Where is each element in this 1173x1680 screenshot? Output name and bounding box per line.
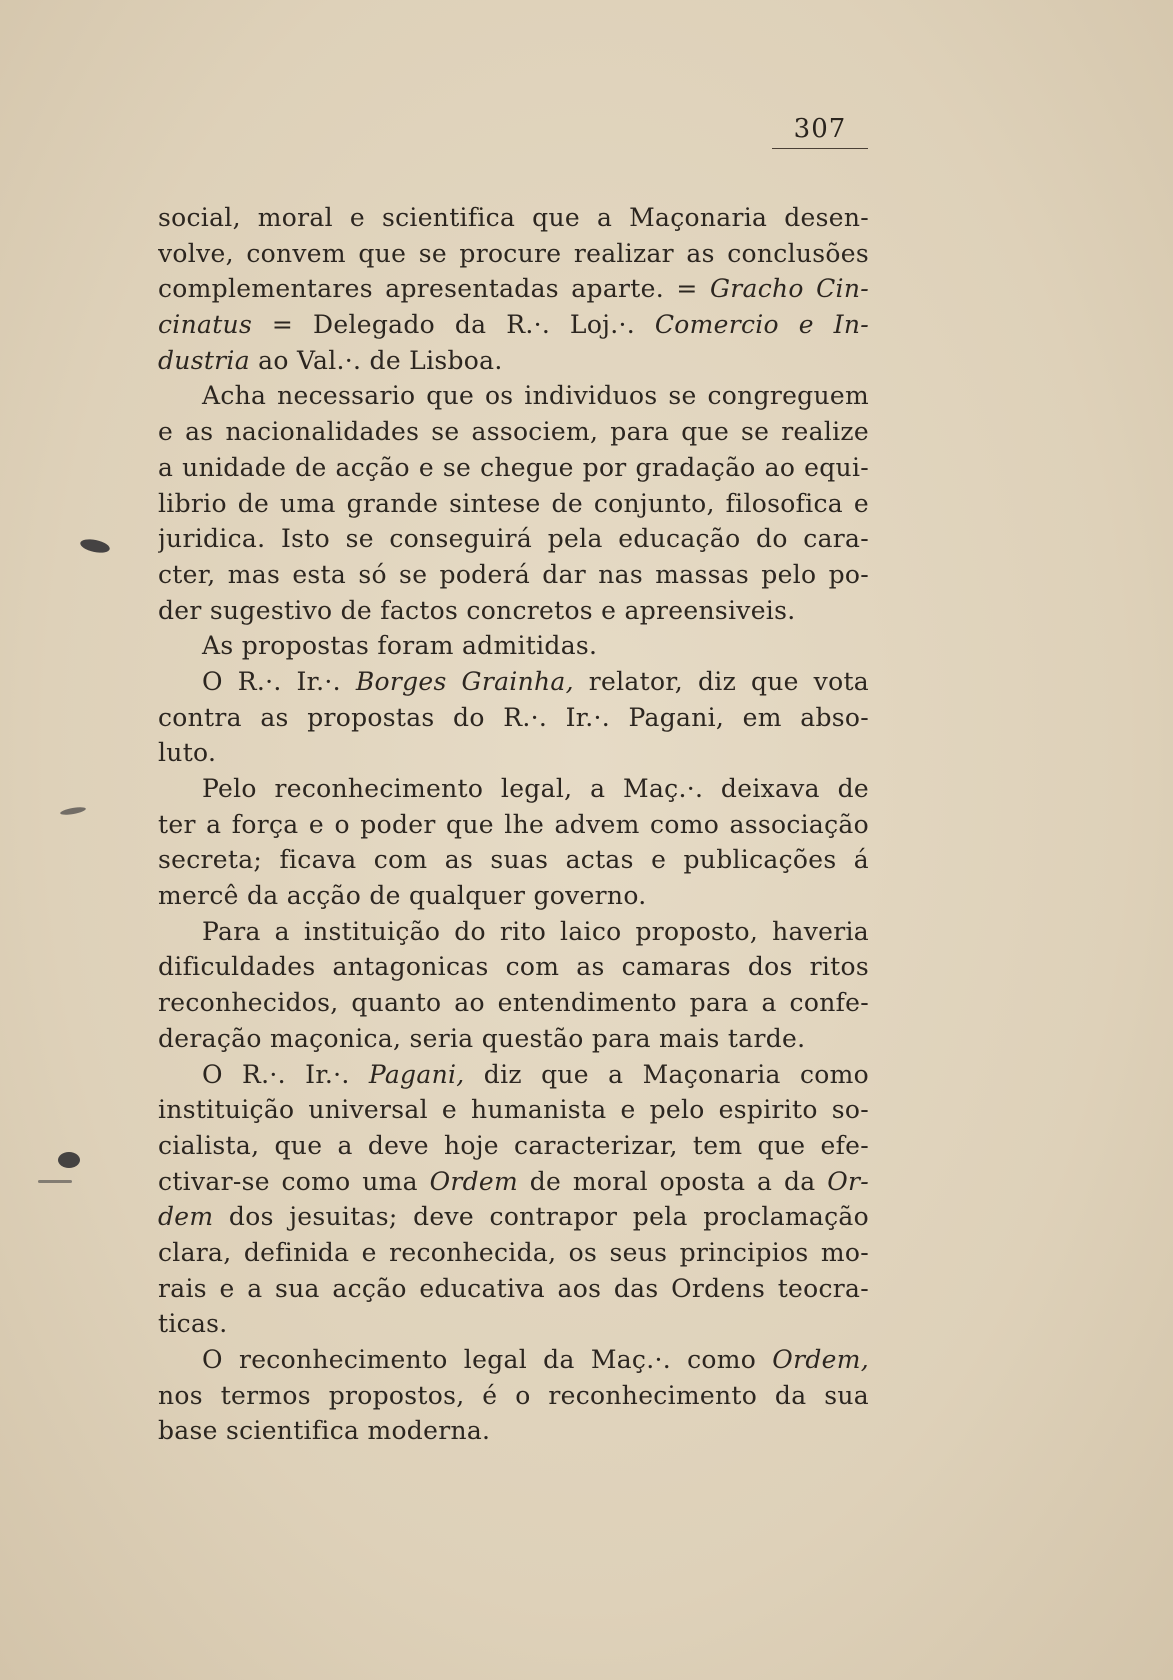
text-line: [158, 1413, 869, 1449]
page-number-rule: [772, 148, 868, 149]
text-segment: volve, convem que se procure realizar as conclusões: [158, 238, 869, 268]
text-line: [158, 949, 869, 985]
text-segment: librio de uma grande sintese de conjunto, filosofica e: [158, 488, 869, 518]
text-line: [158, 1164, 869, 1200]
italic-text-segment: Or-: [827, 1166, 869, 1196]
text-segment: ter a força e o poder que lhe advem como associação: [158, 809, 869, 839]
text-line: [158, 878, 869, 914]
text-segment: O R.·. Ir.·.: [202, 666, 356, 696]
text-line: [158, 343, 869, 379]
text-segment: contra as propostas do R.·. Ir.·. Pagani, em abso-: [158, 702, 869, 732]
text-segment: de moral oposta a da: [518, 1166, 828, 1196]
text-segment: O R.·. Ir.·.: [202, 1059, 369, 1089]
text-line: [158, 1199, 869, 1235]
ink-blot-mark: [60, 806, 87, 816]
italic-text-segment: Comercio e In-: [654, 310, 869, 340]
text-segment: cter, mas esta só se poderá dar nas massas pelo po-: [158, 559, 869, 589]
ink-blot-mark: [58, 1152, 80, 1168]
text-line: [158, 700, 869, 736]
text-line: [158, 450, 869, 486]
italic-text-segment: dustria: [158, 345, 250, 375]
text-line: [158, 664, 869, 700]
text-segment: luto.: [158, 738, 217, 768]
text-segment: juridica. Isto se conseguirá pela educação do cara-: [158, 524, 869, 554]
text-segment: nos termos propostos, é o reconhecimento da sua: [158, 1380, 869, 1410]
italic-text-segment: dem: [158, 1202, 214, 1232]
italic-text-segment: Gracho Cin-: [709, 274, 869, 304]
text-line: [158, 985, 869, 1021]
text-segment: relator, diz que vota: [573, 666, 869, 696]
text-line: [158, 1306, 869, 1342]
text-segment: mercê da acção de qualquer governo.: [158, 881, 647, 911]
text-line: [158, 628, 869, 664]
text-line: [158, 378, 869, 414]
text-segment: diz que a Maçonaria como: [464, 1059, 869, 1089]
text-segment: ctivar-se como uma: [158, 1166, 430, 1196]
text-segment: rais e a sua acção educativa aos das Ordens teocra-: [158, 1273, 869, 1303]
text-line: [158, 1092, 869, 1128]
text-segment: dificuldades antagonicas com as camaras dos ritos: [158, 952, 869, 982]
text-line: [158, 1342, 869, 1378]
italic-text-segment: cinatus: [158, 310, 253, 340]
text-segment: reconhecidos, quanto ao entendimento para a confe-: [158, 988, 869, 1018]
text-line: [158, 486, 869, 522]
text-segment: clara, definida e reconhecida, os seus principios mo-: [158, 1237, 869, 1267]
text-line: [158, 414, 869, 450]
text-segment: base scientifica moderna.: [158, 1416, 491, 1446]
text-line: [158, 771, 869, 807]
body-text: [158, 200, 869, 1449]
text-segment: Pelo reconhecimento legal, a Maç.·. deixava de: [202, 774, 869, 803]
text-line: [158, 200, 869, 236]
text-line: [158, 735, 869, 771]
italic-text-segment: Borges Grainha,: [355, 666, 574, 696]
text-line: [158, 1057, 869, 1093]
text-segment: = Delegado da R.·. Loj.·.: [252, 310, 655, 340]
text-line: [158, 593, 869, 629]
text-segment: e as nacionalidades se associem, para que se realize: [158, 417, 869, 447]
text-segment: social, moral e scientifica que a Maçonaria desen-: [158, 203, 869, 232]
text-line: [158, 521, 869, 557]
text-line: [158, 1271, 869, 1307]
text-line: [158, 914, 869, 950]
ink-blot-mark: [38, 1180, 72, 1183]
text-segment: ticas.: [158, 1309, 228, 1339]
italic-text-segment: Ordem: [429, 1166, 519, 1196]
text-line: [158, 271, 869, 307]
page-number: 307: [793, 114, 847, 144]
text-segment: As propostas foram admitidas.: [202, 631, 598, 661]
text-segment: deração maçonica, seria questão para mais tarde.: [158, 1023, 806, 1053]
text-segment: ao Val.·. de Lisboa.: [249, 345, 503, 375]
ink-blot-mark: [79, 537, 111, 555]
text-segment: dos jesuitas; deve contrapor pela proclamação: [213, 1202, 869, 1232]
text-segment: complementares apresentadas aparte. =: [158, 274, 710, 304]
italic-text-segment: Ordem,: [772, 1345, 869, 1374]
text-line: [158, 236, 869, 272]
text-line: [158, 842, 869, 878]
text-segment: O reconhecimento legal da Maç.·. como: [202, 1345, 773, 1374]
italic-text-segment: Pagani,: [368, 1059, 465, 1089]
text-line: [158, 557, 869, 593]
text-segment: Acha necessario que os individuos se congreguem: [202, 381, 869, 411]
text-segment: cialista, que a deve hoje caracterizar, tem que efe-: [158, 1130, 869, 1160]
text-line: [158, 1021, 869, 1057]
text-segment: a unidade de acção e se chegue por gradação ao equi-: [158, 452, 869, 482]
text-line: [158, 307, 869, 343]
text-line: [158, 1128, 869, 1164]
text-line: [158, 1235, 869, 1271]
text-segment: secreta; ficava com as suas actas e publicações á: [158, 845, 869, 875]
text-segment: instituição universal e humanista e pelo espirito so-: [158, 1095, 869, 1125]
text-segment: der sugestivo de factos concretos e apreensiveis.: [158, 595, 796, 625]
text-segment: Para a instituição do rito laico proposto, haveria: [202, 916, 869, 946]
text-line: [158, 807, 869, 843]
text-line: [158, 1378, 869, 1414]
